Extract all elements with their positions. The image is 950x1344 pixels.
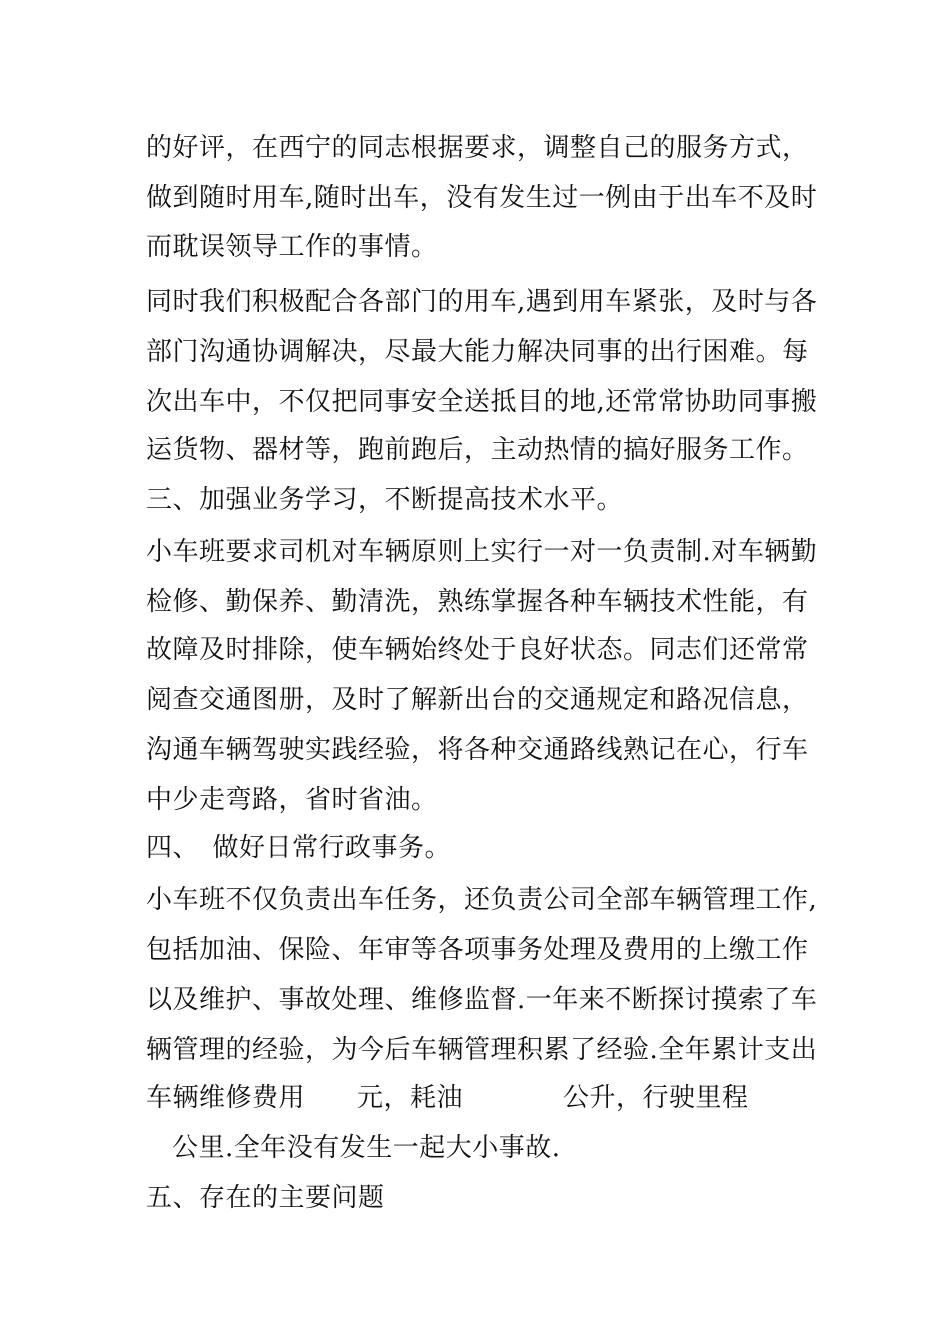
text-line: 包括加油、保险、年审等各项事务处理及费用的上缴工作 [146, 935, 809, 965]
text-line: 中少走弯路，省时省油。 [146, 785, 438, 815]
section-heading: 五、存在的主要问题 [146, 1183, 385, 1213]
text-line: 部门沟通协调解决，尽最大能力解决同事的出行困难。每 [146, 337, 809, 367]
text-line: 运货物、器材等，跑前跑后，主动热情的搞好服务工作。 [146, 435, 809, 465]
text-line: 阅查交通图册，及时了解新出台的交通规定和路况信息， [146, 685, 809, 715]
text-line: 小车班不仅负责出车任务，还负责公司全部车辆管理工作, [146, 885, 818, 915]
text-line-with-blanks [146, 1082, 749, 1114]
text-line: 小车班要求司机对车辆原则上实行一对一负责制.对车辆勤 [146, 537, 818, 567]
fill-text: 车辆维修费用 [146, 1083, 306, 1113]
text-line: 的好评，在西宁的同志根据要求，调整自己的服务方式， [146, 133, 809, 163]
text-line: 沟通车辆驾驶实践经验，将各种交通路线熟记在心，行车 [146, 735, 809, 765]
text-line: 公里.全年没有发生一起大小事故. [172, 1133, 561, 1163]
section-heading: 三、加强业务学习，不断提高技术水平。 [146, 485, 624, 515]
section-heading: 四、 做好日常行政事务。 [146, 833, 452, 863]
fill-text: 元，耗油 [357, 1083, 464, 1113]
text-line: 而耽误领导工作的事情。 [146, 232, 438, 262]
text-line: 辆管理的经验，为今后车辆管理积累了经验.全年累计支出 [146, 1035, 818, 1065]
text-line: 做到随时用车,随时出车，没有发生过一例由于出车不及时 [146, 183, 818, 213]
text-line: 以及维护、事故处理、维修监督.一年来不断探讨摸索了车 [146, 985, 818, 1015]
fill-text: 公升，行驶里程 [563, 1083, 749, 1113]
text-line: 同时我们积极配合各部门的用车,遇到用车紧张，及时与各 [146, 287, 818, 317]
text-line: 次出车中，不仅把同事安全送抵目的地,还常常协助同事搬 [146, 387, 818, 417]
text-line: 故障及时排除，使车辆始终处于良好状态。同志们还常常 [146, 635, 809, 665]
text-line: 检修、勤保养、勤清洗，熟练掌握各种车辆技术性能，有 [146, 587, 809, 617]
